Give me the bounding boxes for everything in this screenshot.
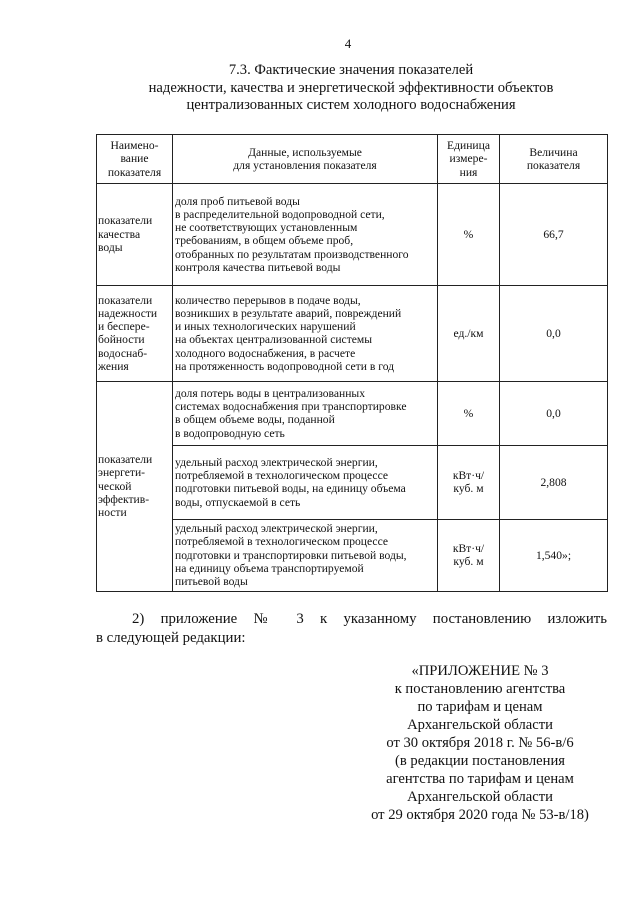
row-value: 0,0 <box>500 381 608 445</box>
table-header-row <box>97 135 608 184</box>
row-value: 2,808 <box>500 445 608 519</box>
appendix-line: к постановлению агентства <box>394 681 566 697</box>
row-unit: % <box>438 381 500 445</box>
appendix-line: (в редакции постановления <box>395 753 565 769</box>
row-description: удельный расход электрической энергии, потребляемой в технологическом процессе подготовки питьевой воды, на единицу объема воды, отпускаемой в сеть <box>173 445 438 519</box>
heading-line: централизованных систем холодного водоснабжения <box>186 97 516 113</box>
paragraph-line: 2) приложение № 3 к указанному постановлению изложить <box>132 611 607 627</box>
body-paragraph <box>96 610 607 648</box>
table-row <box>97 183 608 285</box>
appendix-line: от 30 октября 2018 г. № 56-в/6 <box>386 735 574 751</box>
table-row <box>97 285 608 381</box>
row-description: удельный расход электрической энергии, потребляемой в технологическом процессе подготовки и транспортировки питьевой воды, на единицу объема транспортируемой питьевой воды <box>173 519 438 591</box>
appendix-line: «ПРИЛОЖЕНИЕ № 3 <box>411 663 549 679</box>
appendix-line: Архангельской области <box>407 717 553 733</box>
heading-line: надежности, качества и энергетической эффективности объектов <box>148 79 554 96</box>
row-unit: ед./км <box>438 285 500 381</box>
table-row <box>97 381 608 445</box>
appendix-line: от 29 октября 2020 года № 53-в/18) <box>371 807 589 823</box>
row-value: 66,7 <box>500 183 608 285</box>
appendix-line: Архангельской области <box>407 789 553 805</box>
heading-line: 7.3. Фактические значения показателей <box>228 62 474 78</box>
header-data: Данные, используемые для установления показателя <box>173 135 438 184</box>
category-reliability: показатели надежности и беспере- бойности водоснаб- жения <box>97 285 173 381</box>
section-heading <box>96 62 606 115</box>
table-row <box>97 519 608 591</box>
category-energy-efficiency: показатели энергети- ческой эффектив- ности <box>97 381 173 591</box>
row-description: доля проб питьевой воды в распределительной водопроводной сети, не соответствующих установленным требованиям, в общем объеме проб, отобранных по результатам производственного контроля качества питьевой воды <box>173 183 438 285</box>
appendix-block <box>330 662 630 824</box>
row-value: 1,540»; <box>500 519 608 591</box>
indicators-table <box>96 134 608 592</box>
row-unit: % <box>438 183 500 285</box>
row-unit: кВт·ч/ куб. м <box>438 519 500 591</box>
category-quality: показатели качества воды <box>97 183 173 285</box>
appendix-line: по тарифам и ценам <box>417 699 543 715</box>
row-description: количество перерывов в подаче воды, возникших в результате аварий, повреждений и иных технологических нарушений на объектах централизованной системы холодного водоснабжения, в расчете на протяженность водопроводной сети в год <box>173 285 438 381</box>
row-description: доля потерь воды в централизованных системах водоснабжения при транспортировке в общем объеме воды, поданной в водопроводную сеть <box>173 381 438 445</box>
page-number: 4 <box>344 36 352 51</box>
header-name: Наимено- вание показателя <box>97 135 173 184</box>
appendix-line: агентства по тарифам и ценам <box>386 771 574 787</box>
header-value: Величина показателя <box>500 135 608 184</box>
paragraph-line: в следующей редакции: <box>96 630 246 646</box>
table-row <box>97 445 608 519</box>
header-unit: Единица измере- ния <box>438 135 500 184</box>
row-value: 0,0 <box>500 285 608 381</box>
row-unit: кВт·ч/ куб. м <box>438 445 500 519</box>
